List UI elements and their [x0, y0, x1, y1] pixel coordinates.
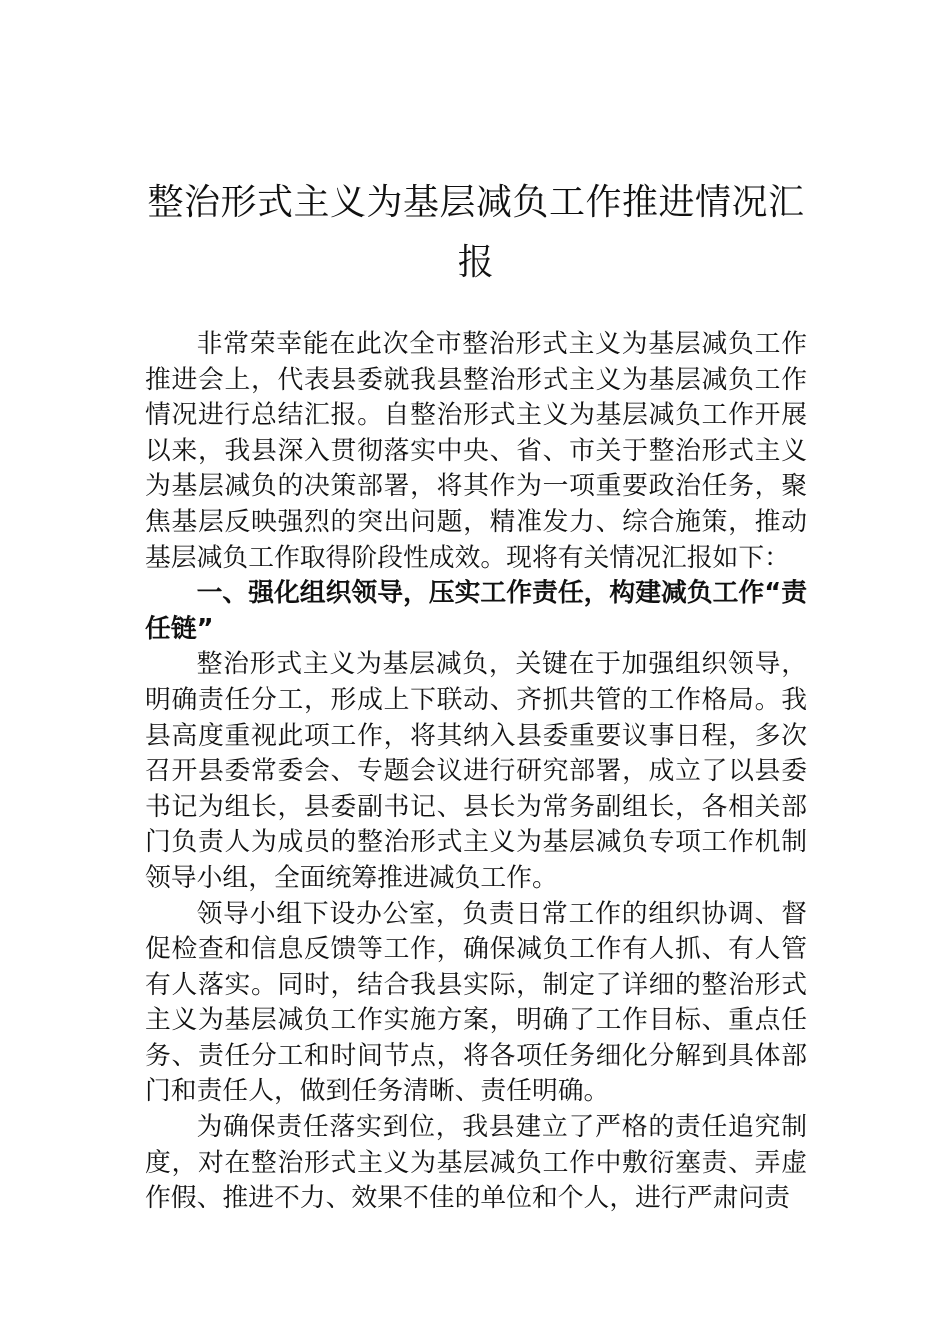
document-title: 整治形式主义为基层减负工作推进情况汇报 — [147, 182, 805, 283]
paragraph-intro: 非常荣幸能在此次全市整治形式主义为基层减负工作推进会上，代表县委就我县整治形式主义为基层减负工作情况进行总结汇报。自整治形式主义为基层减负工作开展以来，我县深入贯彻落实中央、省、市关于整治形式主义为基层减负的决策部署，将其作为一项重要政治任务，聚焦基层反映强烈的突出问题，精准发力、综合施策，推动基层减负工作取得阶段性成效。现将有关情况汇报如下： — [145, 329, 807, 573]
paragraph-section1-3: 为确保责任落实到位，我县建立了严格的责任追究制度，对在整治形式主义为基层减负工作中敷衍塞责、弄虚作假、推进不力、效果不佳的单位和个人，进行严肃问责 — [145, 1112, 807, 1214]
document-body — [145, 327, 807, 1217]
paragraph-section1-2: 领导小组下设办公室，负责日常工作的组织协调、督促检查和信息反馈等工作，确保减负工作有人抓、有人管有人落实。同时，结合我县实际，制定了详细的整治形式主义为基层减负工作实施方案，明确了工作目标、重点任务、责任分工和时间节点，将各项任务细化分解到具体部门和责任人，做到任务清晰、责任明确。 — [145, 898, 807, 1107]
paragraph-section1-1: 整治形式主义为基层减负，关键在于加强组织领导，明确责任分工，形成上下联动、齐抓共管的工作格局。我县高度重视此项工作，将其纳入县委重要议事日程，多次召开县委常委会、专题会议进行研究部署，成立了以县委书记为组长，县委副书记、县长为常务副组长，各相关部门负责人为成员的整治形式主义为基层减负专项工作机制领导小组，全面统筹推进减负工作。 — [145, 649, 807, 893]
section-heading-1: 一、强化组织领导，压实工作责任，构建减负工作“责任链” — [145, 578, 807, 644]
